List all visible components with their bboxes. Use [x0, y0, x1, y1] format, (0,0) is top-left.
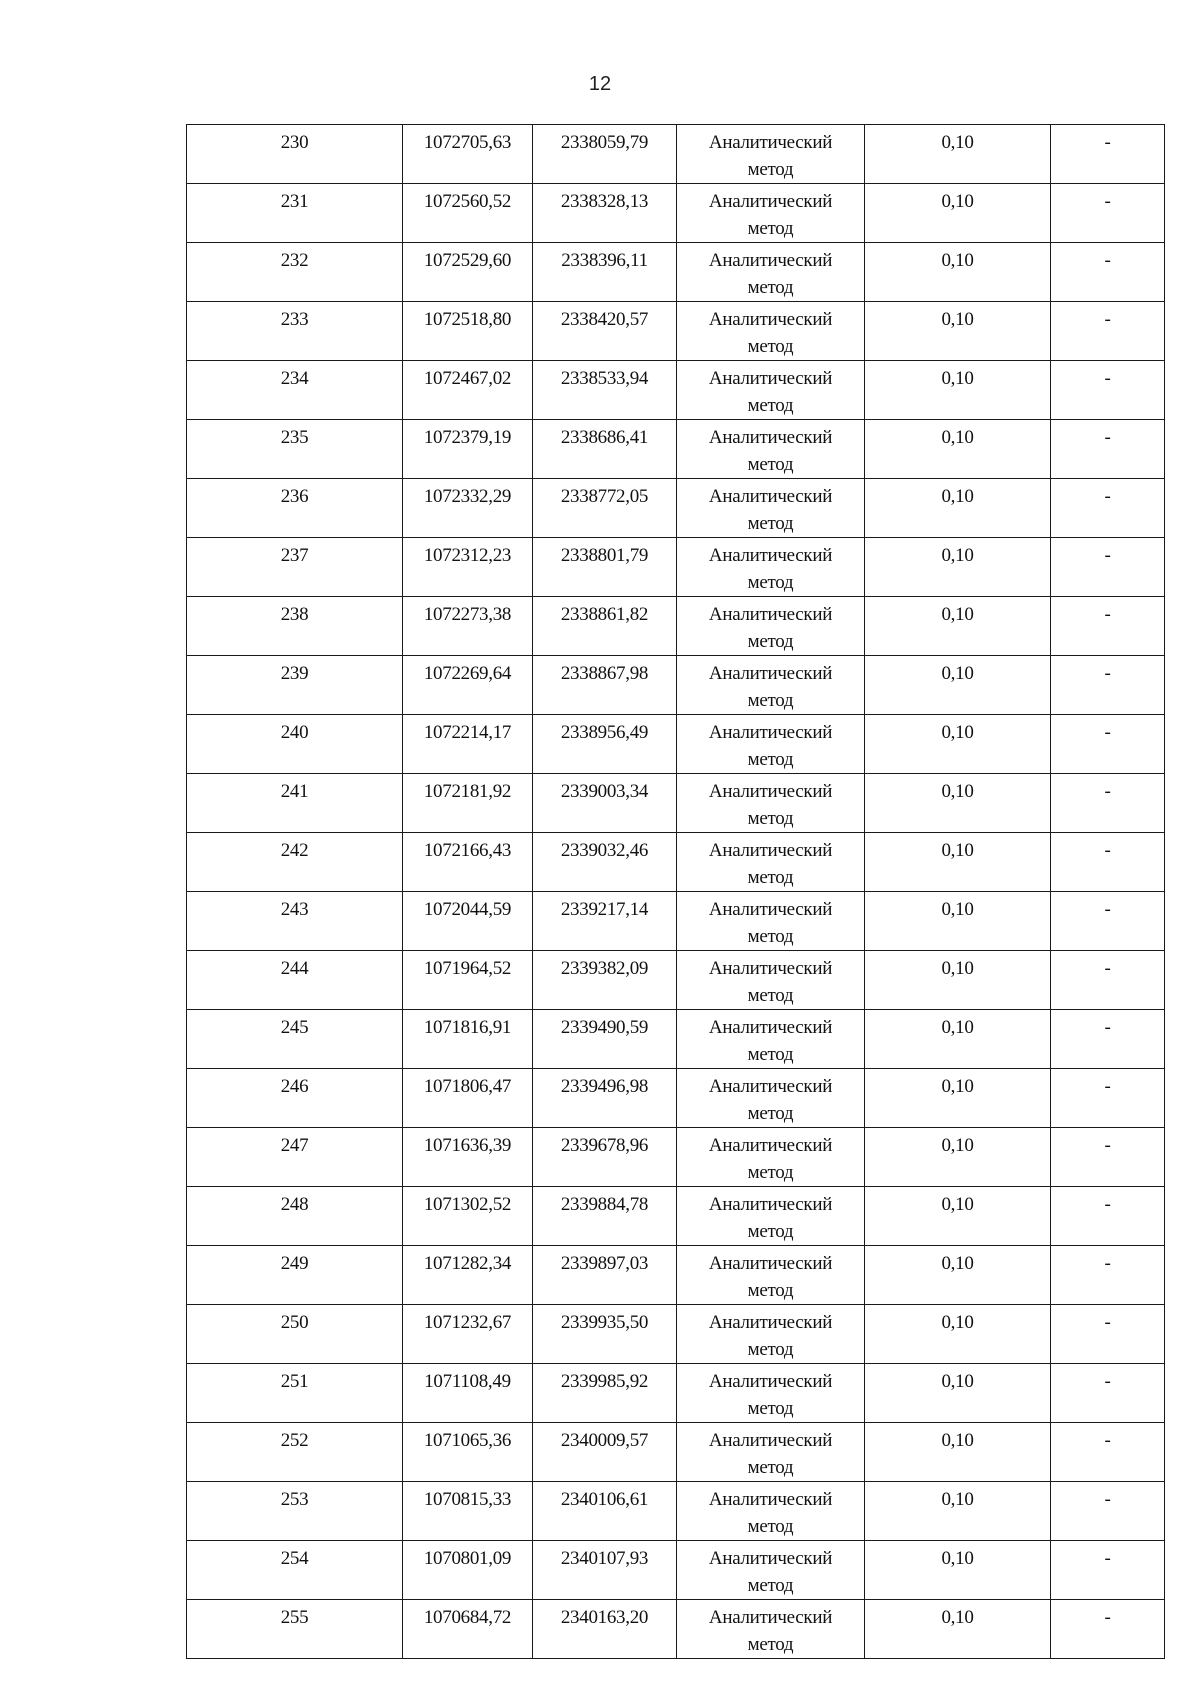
- method-line-1: Аналитический: [708, 250, 833, 271]
- accuracy-cell: 0,10: [865, 1423, 1051, 1482]
- accuracy-cell: 0,10: [865, 1305, 1051, 1364]
- point-number-cell: 239: [187, 656, 403, 715]
- table-row: [187, 125, 1165, 184]
- method-line-2: метод: [747, 749, 794, 770]
- method-line-2: метод: [747, 1339, 794, 1360]
- point-number-cell: 245: [187, 1010, 403, 1069]
- table-row: [187, 479, 1165, 538]
- table-row: [187, 1364, 1165, 1423]
- point-number-cell: 242: [187, 833, 403, 892]
- note-cell: -: [1051, 479, 1165, 538]
- y-coordinate-cell: 2340107,93: [533, 1541, 677, 1600]
- method-cell: [677, 1482, 865, 1541]
- point-number-cell: 244: [187, 951, 403, 1010]
- method-cell: [677, 1246, 865, 1305]
- method-line-2: метод: [747, 1457, 794, 1478]
- x-coordinate-cell: 1071065,36: [403, 1423, 533, 1482]
- accuracy-cell: 0,10: [865, 243, 1051, 302]
- method-line-1: Аналитический: [708, 1253, 833, 1274]
- note-cell: -: [1051, 1246, 1165, 1305]
- x-coordinate-cell: 1071108,49: [403, 1364, 533, 1423]
- method-cell: [677, 1128, 865, 1187]
- note-cell: -: [1051, 1541, 1165, 1600]
- method-cell: [677, 302, 865, 361]
- table-row: [187, 1305, 1165, 1364]
- x-coordinate-cell: 1072181,92: [403, 774, 533, 833]
- note-cell: -: [1051, 1423, 1165, 1482]
- note-cell: -: [1051, 597, 1165, 656]
- table-row: [187, 1246, 1165, 1305]
- point-number-cell: 230: [187, 125, 403, 184]
- x-coordinate-cell: 1072379,19: [403, 420, 533, 479]
- y-coordinate-cell: 2338396,11: [533, 243, 677, 302]
- method-line-1: Аналитический: [708, 1430, 833, 1451]
- point-number-cell: 249: [187, 1246, 403, 1305]
- y-coordinate-cell: 2339003,34: [533, 774, 677, 833]
- y-coordinate-cell: 2339382,09: [533, 951, 677, 1010]
- x-coordinate-cell: 1072273,38: [403, 597, 533, 656]
- method-cell: [677, 774, 865, 833]
- table-row: [187, 302, 1165, 361]
- y-coordinate-cell: 2339032,46: [533, 833, 677, 892]
- point-number-cell: 252: [187, 1423, 403, 1482]
- method-cell: [677, 1423, 865, 1482]
- method-line-2: метод: [747, 1516, 794, 1537]
- point-number-cell: 231: [187, 184, 403, 243]
- accuracy-cell: 0,10: [865, 1600, 1051, 1659]
- y-coordinate-cell: 2338956,49: [533, 715, 677, 774]
- method-line-2: метод: [747, 218, 794, 239]
- table-row: [187, 1128, 1165, 1187]
- method-line-1: Аналитический: [708, 1607, 833, 1628]
- table-row: [187, 1069, 1165, 1128]
- method-line-1: Аналитический: [708, 427, 833, 448]
- note-cell: -: [1051, 1482, 1165, 1541]
- method-line-2: метод: [747, 395, 794, 416]
- method-cell: [677, 1305, 865, 1364]
- note-cell: -: [1051, 538, 1165, 597]
- table-body: [187, 125, 1165, 1659]
- note-cell: -: [1051, 1187, 1165, 1246]
- y-coordinate-cell: 2339496,98: [533, 1069, 677, 1128]
- table-row: [187, 420, 1165, 479]
- page-number: 12: [588, 73, 612, 95]
- table-row: [187, 1423, 1165, 1482]
- method-line-1: Аналитический: [708, 958, 833, 979]
- y-coordinate-cell: 2338801,79: [533, 538, 677, 597]
- method-cell: [677, 833, 865, 892]
- method-cell: [677, 1364, 865, 1423]
- point-number-cell: 248: [187, 1187, 403, 1246]
- accuracy-cell: 0,10: [865, 361, 1051, 420]
- accuracy-cell: 0,10: [865, 892, 1051, 951]
- table-row: [187, 1187, 1165, 1246]
- method-line-1: Аналитический: [708, 604, 833, 625]
- table-row: [187, 1482, 1165, 1541]
- method-cell: [677, 479, 865, 538]
- method-line-2: метод: [747, 1162, 794, 1183]
- point-number-cell: 253: [187, 1482, 403, 1541]
- method-cell: [677, 1541, 865, 1600]
- method-line-1: Аналитический: [708, 1135, 833, 1156]
- accuracy-cell: 0,10: [865, 774, 1051, 833]
- y-coordinate-cell: 2339490,59: [533, 1010, 677, 1069]
- table-row: [187, 833, 1165, 892]
- y-coordinate-cell: 2338328,13: [533, 184, 677, 243]
- method-line-2: метод: [747, 1044, 794, 1065]
- table-row: [187, 243, 1165, 302]
- y-coordinate-cell: 2338772,05: [533, 479, 677, 538]
- y-coordinate-cell: 2340106,61: [533, 1482, 677, 1541]
- table-row: [187, 1600, 1165, 1659]
- note-cell: -: [1051, 1305, 1165, 1364]
- method-line-1: Аналитический: [708, 781, 833, 802]
- x-coordinate-cell: 1071964,52: [403, 951, 533, 1010]
- table-row: [187, 951, 1165, 1010]
- method-cell: [677, 656, 865, 715]
- y-coordinate-cell: 2338059,79: [533, 125, 677, 184]
- point-number-cell: 232: [187, 243, 403, 302]
- method-line-2: метод: [747, 454, 794, 475]
- note-cell: -: [1051, 715, 1165, 774]
- table-row: [187, 892, 1165, 951]
- y-coordinate-cell: 2339678,96: [533, 1128, 677, 1187]
- accuracy-cell: 0,10: [865, 833, 1051, 892]
- accuracy-cell: 0,10: [865, 184, 1051, 243]
- point-number-cell: 241: [187, 774, 403, 833]
- note-cell: -: [1051, 302, 1165, 361]
- x-coordinate-cell: 1072269,64: [403, 656, 533, 715]
- accuracy-cell: 0,10: [865, 1069, 1051, 1128]
- accuracy-cell: 0,10: [865, 302, 1051, 361]
- x-coordinate-cell: 1072166,43: [403, 833, 533, 892]
- method-line-2: метод: [747, 1280, 794, 1301]
- point-number-cell: 251: [187, 1364, 403, 1423]
- method-line-1: Аналитический: [708, 132, 833, 153]
- y-coordinate-cell: 2339897,03: [533, 1246, 677, 1305]
- accuracy-cell: 0,10: [865, 1128, 1051, 1187]
- point-number-cell: 240: [187, 715, 403, 774]
- accuracy-cell: 0,10: [865, 1364, 1051, 1423]
- note-cell: -: [1051, 656, 1165, 715]
- x-coordinate-cell: 1072214,17: [403, 715, 533, 774]
- accuracy-cell: 0,10: [865, 125, 1051, 184]
- y-coordinate-cell: 2338861,82: [533, 597, 677, 656]
- method-cell: [677, 1069, 865, 1128]
- method-line-1: Аналитический: [708, 722, 833, 743]
- method-cell: [677, 892, 865, 951]
- method-line-2: метод: [747, 1398, 794, 1419]
- y-coordinate-cell: 2338867,98: [533, 656, 677, 715]
- y-coordinate-cell: 2338686,41: [533, 420, 677, 479]
- table-row: [187, 774, 1165, 833]
- x-coordinate-cell: 1071232,67: [403, 1305, 533, 1364]
- table-row: [187, 656, 1165, 715]
- point-number-cell: 237: [187, 538, 403, 597]
- x-coordinate-cell: 1070815,33: [403, 1482, 533, 1541]
- method-line-1: Аналитический: [708, 1017, 833, 1038]
- x-coordinate-cell: 1072044,59: [403, 892, 533, 951]
- coordinates-table: [186, 124, 1165, 1659]
- method-line-2: метод: [747, 867, 794, 888]
- y-coordinate-cell: 2340009,57: [533, 1423, 677, 1482]
- method-line-1: Аналитический: [708, 191, 833, 212]
- point-number-cell: 250: [187, 1305, 403, 1364]
- note-cell: -: [1051, 1128, 1165, 1187]
- method-line-1: Аналитический: [708, 309, 833, 330]
- method-cell: [677, 243, 865, 302]
- accuracy-cell: 0,10: [865, 951, 1051, 1010]
- x-coordinate-cell: 1071806,47: [403, 1069, 533, 1128]
- x-coordinate-cell: 1072529,60: [403, 243, 533, 302]
- accuracy-cell: 0,10: [865, 538, 1051, 597]
- x-coordinate-cell: 1071282,34: [403, 1246, 533, 1305]
- note-cell: -: [1051, 184, 1165, 243]
- method-line-2: метод: [747, 1634, 794, 1655]
- y-coordinate-cell: 2338533,94: [533, 361, 677, 420]
- y-coordinate-cell: 2340163,20: [533, 1600, 677, 1659]
- point-number-cell: 247: [187, 1128, 403, 1187]
- note-cell: -: [1051, 892, 1165, 951]
- table-row: [187, 538, 1165, 597]
- note-cell: -: [1051, 243, 1165, 302]
- note-cell: -: [1051, 774, 1165, 833]
- method-cell: [677, 1010, 865, 1069]
- accuracy-cell: 0,10: [865, 597, 1051, 656]
- accuracy-cell: 0,10: [865, 656, 1051, 715]
- method-line-2: метод: [747, 1103, 794, 1124]
- method-line-2: метод: [747, 690, 794, 711]
- x-coordinate-cell: 1071302,52: [403, 1187, 533, 1246]
- accuracy-cell: 0,10: [865, 1482, 1051, 1541]
- x-coordinate-cell: 1072312,23: [403, 538, 533, 597]
- method-cell: [677, 361, 865, 420]
- method-line-1: Аналитический: [708, 663, 833, 684]
- y-coordinate-cell: 2338420,57: [533, 302, 677, 361]
- method-line-2: метод: [747, 336, 794, 357]
- method-line-2: метод: [747, 572, 794, 593]
- point-number-cell: 235: [187, 420, 403, 479]
- point-number-cell: 238: [187, 597, 403, 656]
- note-cell: -: [1051, 1364, 1165, 1423]
- note-cell: -: [1051, 125, 1165, 184]
- accuracy-cell: 0,10: [865, 420, 1051, 479]
- point-number-cell: 243: [187, 892, 403, 951]
- x-coordinate-cell: 1070801,09: [403, 1541, 533, 1600]
- method-cell: [677, 1600, 865, 1659]
- point-number-cell: 254: [187, 1541, 403, 1600]
- accuracy-cell: 0,10: [865, 715, 1051, 774]
- method-line-2: метод: [747, 631, 794, 652]
- point-number-cell: 234: [187, 361, 403, 420]
- table-row: [187, 184, 1165, 243]
- method-line-1: Аналитический: [708, 1489, 833, 1510]
- accuracy-cell: 0,10: [865, 1541, 1051, 1600]
- table-row: [187, 361, 1165, 420]
- point-number-cell: 255: [187, 1600, 403, 1659]
- note-cell: -: [1051, 1010, 1165, 1069]
- method-cell: [677, 184, 865, 243]
- accuracy-cell: 0,10: [865, 1246, 1051, 1305]
- method-cell: [677, 1187, 865, 1246]
- method-line-2: метод: [747, 277, 794, 298]
- point-number-cell: 236: [187, 479, 403, 538]
- x-coordinate-cell: 1072705,63: [403, 125, 533, 184]
- method-line-2: метод: [747, 1575, 794, 1596]
- method-line-1: Аналитический: [708, 1194, 833, 1215]
- method-line-2: метод: [747, 513, 794, 534]
- method-cell: [677, 538, 865, 597]
- x-coordinate-cell: 1070684,72: [403, 1600, 533, 1659]
- method-cell: [677, 951, 865, 1010]
- method-line-2: метод: [747, 159, 794, 180]
- y-coordinate-cell: 2339985,92: [533, 1364, 677, 1423]
- method-line-2: метод: [747, 808, 794, 829]
- note-cell: -: [1051, 361, 1165, 420]
- x-coordinate-cell: 1072332,29: [403, 479, 533, 538]
- method-line-1: Аналитический: [708, 840, 833, 861]
- method-cell: [677, 125, 865, 184]
- y-coordinate-cell: 2339935,50: [533, 1305, 677, 1364]
- x-coordinate-cell: 1071636,39: [403, 1128, 533, 1187]
- point-number-cell: 246: [187, 1069, 403, 1128]
- method-line-1: Аналитический: [708, 486, 833, 507]
- y-coordinate-cell: 2339217,14: [533, 892, 677, 951]
- table-row: [187, 597, 1165, 656]
- note-cell: -: [1051, 1069, 1165, 1128]
- method-line-1: Аналитический: [708, 368, 833, 389]
- table-row: [187, 1541, 1165, 1600]
- method-line-2: метод: [747, 926, 794, 947]
- x-coordinate-cell: 1071816,91: [403, 1010, 533, 1069]
- method-line-1: Аналитический: [708, 1312, 833, 1333]
- method-cell: [677, 597, 865, 656]
- method-line-1: Аналитический: [708, 545, 833, 566]
- accuracy-cell: 0,10: [865, 1187, 1051, 1246]
- x-coordinate-cell: 1072467,02: [403, 361, 533, 420]
- note-cell: -: [1051, 420, 1165, 479]
- x-coordinate-cell: 1072560,52: [403, 184, 533, 243]
- method-line-1: Аналитический: [708, 899, 833, 920]
- method-line-2: метод: [747, 1221, 794, 1242]
- method-cell: [677, 715, 865, 774]
- note-cell: -: [1051, 1600, 1165, 1659]
- point-number-cell: 233: [187, 302, 403, 361]
- table-row: [187, 1010, 1165, 1069]
- accuracy-cell: 0,10: [865, 479, 1051, 538]
- method-line-1: Аналитический: [708, 1076, 833, 1097]
- note-cell: -: [1051, 833, 1165, 892]
- method-line-2: метод: [747, 985, 794, 1006]
- y-coordinate-cell: 2339884,78: [533, 1187, 677, 1246]
- accuracy-cell: 0,10: [865, 1010, 1051, 1069]
- note-cell: -: [1051, 951, 1165, 1010]
- method-cell: [677, 420, 865, 479]
- table-row: [187, 715, 1165, 774]
- method-line-1: Аналитический: [708, 1548, 833, 1569]
- method-line-1: Аналитический: [708, 1371, 833, 1392]
- x-coordinate-cell: 1072518,80: [403, 302, 533, 361]
